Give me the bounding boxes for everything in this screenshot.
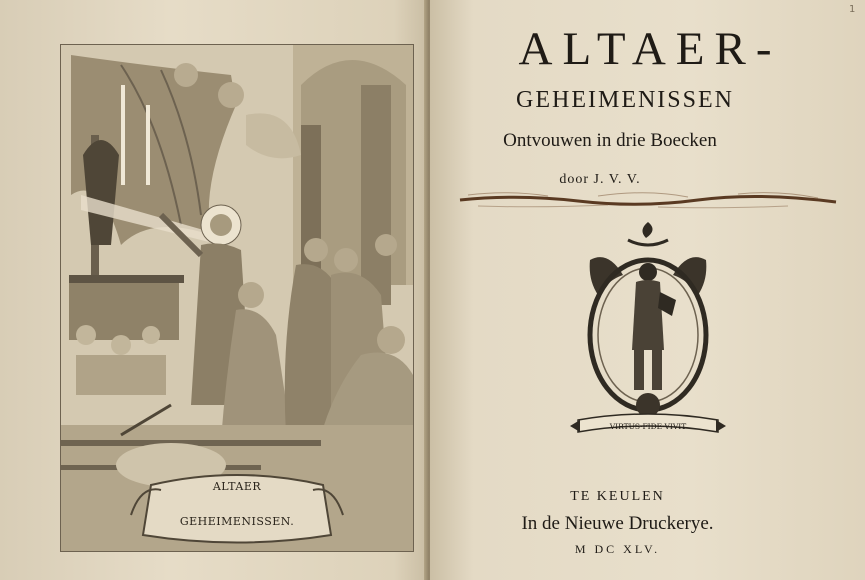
printers-device-emblem [568,220,728,450]
imprint-place: TE KEULEN [570,489,665,504]
imprint-printer: In de Nieuwe Druckerye. [521,513,714,534]
frontispiece-engraving [60,44,414,552]
book-description: Ontvouwen in drie Boecken [503,130,717,151]
handwritten-strikethrough [458,186,838,212]
page-number: 1 [849,4,856,15]
imprint-year: M DC XLV. [574,542,661,556]
book-title: ALTAER- [518,23,782,75]
printers-device [568,220,728,450]
cartouche-title-line1: ALTAER [212,480,262,493]
book-subtitle: GEHEIMENISSEN [516,87,734,113]
cartouche-title-line2: GEHEIMENISSEN. [179,515,295,528]
book-author: door J. V. V. [559,172,641,187]
engraving-illustration [61,45,413,551]
emblem-motto: VIRTUS·FIDE·VIVIT [609,422,687,431]
left-page [0,0,428,580]
